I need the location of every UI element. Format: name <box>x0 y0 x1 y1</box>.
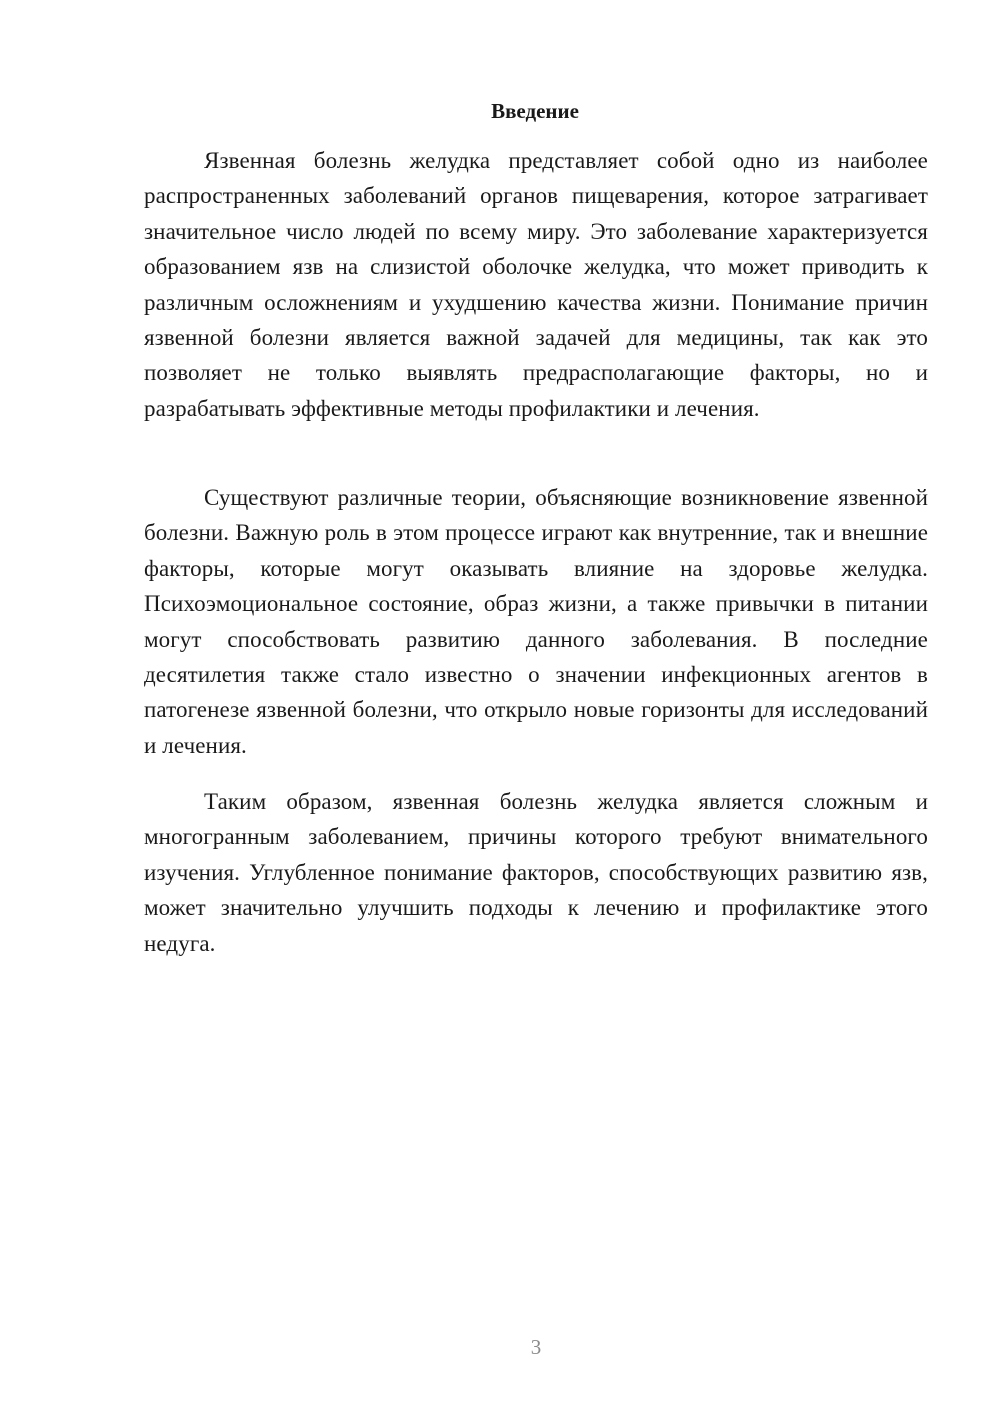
page-number: 3 <box>530 1335 542 1359</box>
intro-paragraph-2: Существуют различные теории, объясняющие возникновение язвенной болезни. Важную роль в этом процессе играют как внутренние, так и внешние факторы, которые могут оказывать влияние на здоровье желудка. Психоэмоциональное состояние, образ жизни, а также привычки в питании могут способствовать развитию данного заболевания. В последние десятилетия также стало известно о значении инфекционных агентов в патогенезе язвенной болезни, что открыло новые горизонты для исследований и лечения. <box>144 485 928 758</box>
page-title: Введение <box>491 99 579 123</box>
intro-paragraph-1: Язвенная болезнь желудка представляет собой одно из наиболее распространенных заболеваний органов пищеварения, которое затрагивает значительное число людей по всему миру. Это заболевание характеризуется образованием язв на слизистой оболочке желудка, что может приводить к различным осложнениям и ухудшению качества жизни. Понимание причин язвенной болезни является важной задачей для медицины, так как это позволяет не только выявлять предрасполагающие факторы, но и разрабатывать эффективные методы профилактики и лечения. <box>144 148 928 421</box>
intro-paragraph-3: Таким образом, язвенная болезнь желудка является сложным и многогранным заболеванием, причины которого требуют внимательного изучения. Углубленное понимание факторов, способствующих развитию язв, может значительно улучшить подходы к лечению и профилактике этого недуга. <box>144 789 928 956</box>
